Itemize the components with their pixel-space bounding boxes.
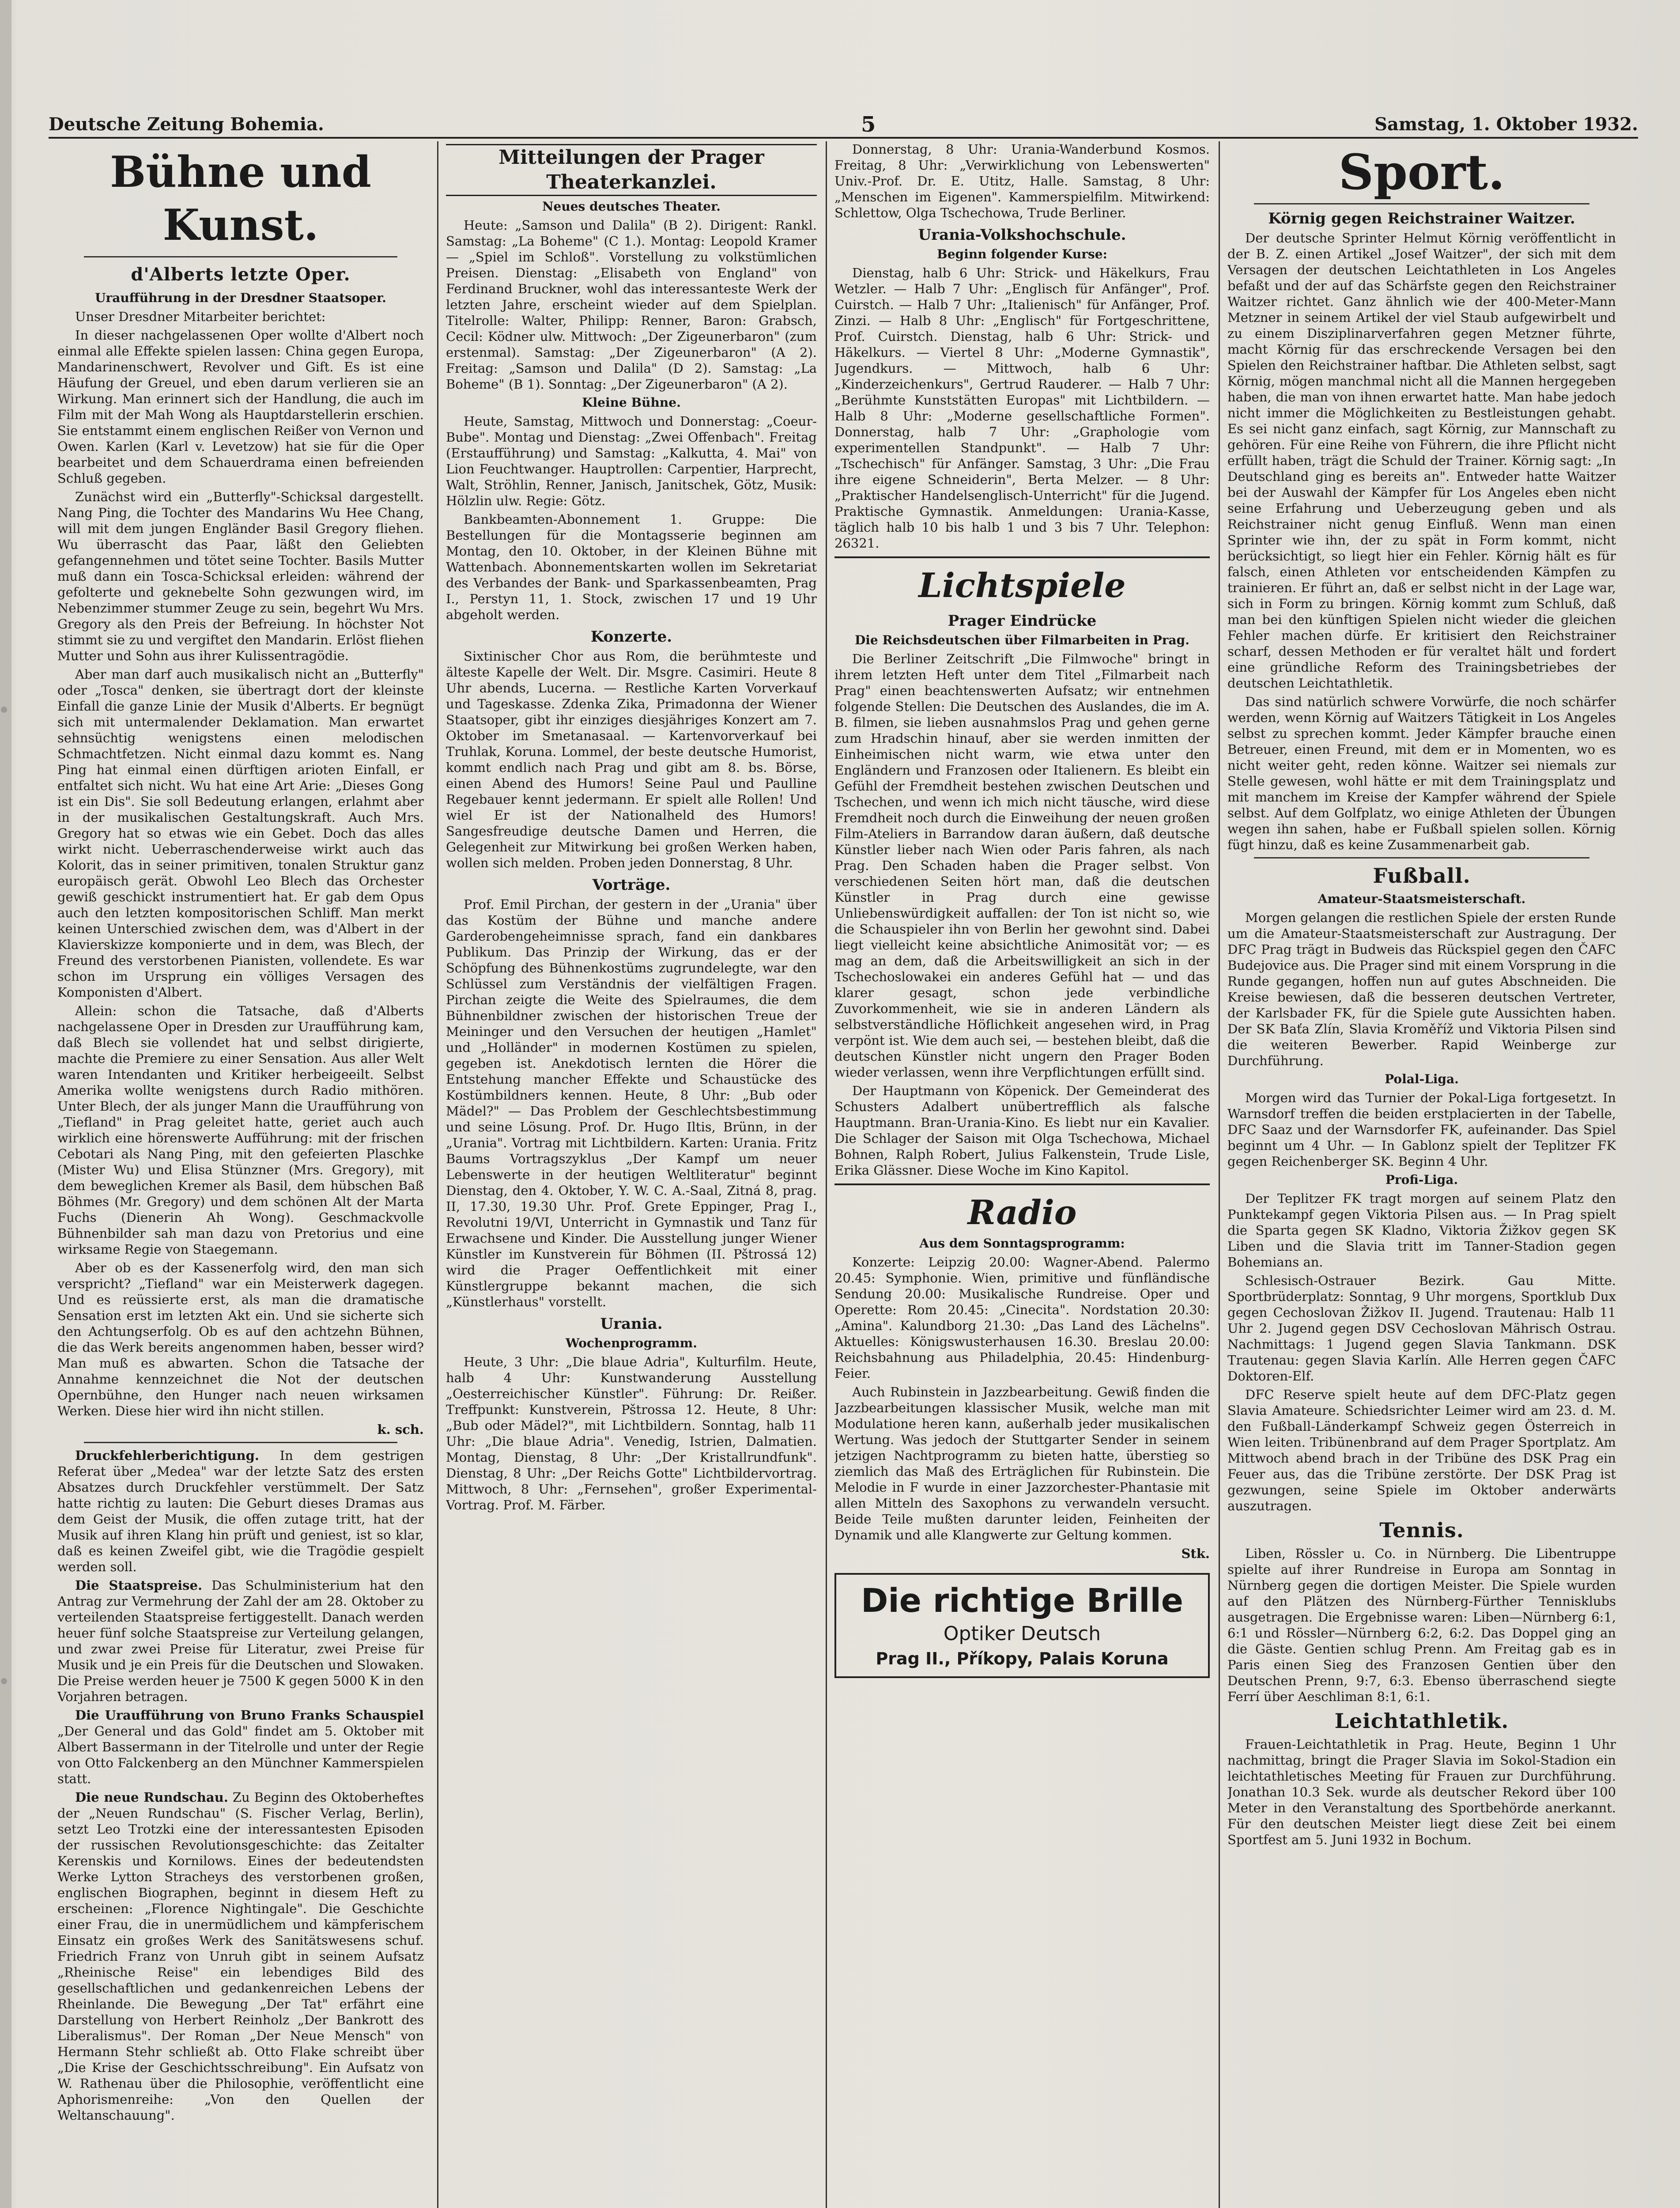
article-paragraph: Der Hauptmann von Köpenick. Der Gemeinderat des Schusters Adalbert unübertrefflich als falsche Hauptmann. Bran-Urania-Kino. Es liebt nur ein Kavalier. Die Schlager der Saison mit Olga Tschechowa, Michael Bohnen, Ralph Robert, Julius Falkenstein, Trude Lisle, Erika Glässner. Diese Woche im Kino Kapitol. xyxy=(834,1083,1210,1178)
item-text: Das Schulministerium hat den Antrag zur Vermehrung der Zahl der am 28. Oktober zu verteilenden Staatspreise fertiggestellt. Danach werden heuer fünf solche Staatspreise zur Verteilung gelangen, und zwar zwei Preise für Literatur, zwei Preise für Musik und je ein Preis für die Deutschen und Slowaken. Die Preise werden heuer je 7500 K gegen 5000 K in den Vorjahren betragen. xyxy=(57,1578,424,1704)
page-header xyxy=(49,110,1638,139)
divider xyxy=(834,1183,1210,1185)
article-paragraph: Auch Rubinstein in Jazzbearbeitung. Gewiß finden die Jazzbearbeitungen klassischer Musik, welche man mit Modulatione heren kann, außerhalb jeder musikalischen Wertung. Was jedoch der Stuttgarter Sender in seinem jetzigen Nachtprogramm zu bieten hatte, überstieg so ziemlich das Maß des Erträglichen für Rubinstein. Die Melodie in F wurde in einer Jazzorchester-Phantasie mit allen Mitteln des Saxophons zu verwandeln versucht. Beide Teile mußten darunter leiden, Feinheiten der Dynamik und alle Klangwerte zur Geltung kommen. xyxy=(834,1384,1210,1543)
article-paragraph: Morgen wird das Turnier der Pokal-Liga fortgesetzt. In Warnsdorf treffen die beiden erstplacierten in der Tabelle, DFC Saaz und der Warnsdorfer FK, aufeinander. Das Spiel beginnt um 4 Uhr. — In Gablonz spielt der Teplitzer FK gegen Reichenberger SK. Beginn 4 Uhr. xyxy=(1227,1090,1616,1169)
section-title: Mitteilungen der Prager Theaterkanzlei. xyxy=(446,144,817,196)
item-head: Die neue Rundschau. xyxy=(75,1790,228,1805)
news-item xyxy=(57,1707,424,1787)
column-rule xyxy=(1219,141,1220,2208)
article-paragraph: Schlesisch-Ostrauer Bezirk. Gau Mitte. Sportbrüderplatz: Sonntag, 9 Uhr morgens, Sportklub Dux gegen Cechoslovan Žižkov II. Jugend. Trautenau: Halb 11 Uhr 2. Jugend gegen DSV Cechoslovan Mährisch Ostrau. Nachmittags: 1 Jugend gegen Slavia Tankmann. DSK Trautenau: gegen Slavia Karlín. Alle Herren gegen ČAFC Doktoren-Elf. xyxy=(1227,1273,1616,1384)
advertisement xyxy=(834,1573,1210,1678)
article-paragraph: Der deutsche Sprinter Helmut Körnig veröffentlicht in der B. Z. einen Artikel „Josef Waitzer", der sich mit dem Versagen der deutschen Leichtathleten in Los Angeles befaßt und der auf das Schärfste gegen den Reichstrainer Waitzer richtet. Ganz ähnlich wie der 400-Meter-Mann Metzner in seinem Artikel der viel Staub aufgewirbelt und zu einem Disziplinarverfahren gegen Metzner führte, macht Körnig für das erschreckende Versagen bei den Spielen den Reichstrainer haftbar. Die Athleten selbst, sagt Körnig, mögen manchmal nicht all die Mannen hergegeben haben, die man von ihnen erwartet hatte. Man habe jedoch nicht immer die Möglichkeiten zu Bestleistungen gehabt. Es sei nicht ganz einfach, sagt Körnig, zur Mannschaft zu gehören. Für eine Reihe von Führern, die ihre Pflicht nicht erfüllt haben, trägt die Schuld der Trainer. Körnig sagt: „In Deutschland ging es bereits an". Entweder hatte Waitzer bei der Auswahl der Kämpfer für Los Angeles eben nicht seine Erfahrung und Ueberzeugung geben und als Reichstrainer nicht genug Einfluß. Wenn man einen Sprinter wie ihn, der zu spät in Form kommt, nicht berücksichtigt, so liegt hier ein Fehler. Körnig hält es für falsch, einen Athleten vor entscheidenden Kämpfen zu trainieren. Er führt an, daß er selbst nicht in der Lage war, sich in Form zu bringen. Körnig kommt zum Schluß, daß man bei den künftigen Spielen nicht wieder die gleichen Fehler machen dürfe. Er kritisiert den Reichstrainer scharf, dessen Methoden er für veraltet hält und fordert eine gründliche Reform des Trainingsbetriebes der deutschen Leichtathletik. xyxy=(1227,231,1616,691)
article-paragraph: Konzerte: Leipzig 20.00: Wagner-Abend. Palermo 20.45: Symphonie. Wien, primitive und fünfländische Sendung 20.00: Musikalische Rundreise. Oper und Operette: Rom 20.45: „Cinecita". Nordstation 20.30: „Amina". Kalundborg 21.30: „Das Land des Lächelns". Aktuelles: Königswusterhausen 16.30. Breslau 20.00: Reichsbahnung aus Philadelphia, 20.45: Hindenburg-Feier. xyxy=(834,1255,1210,1381)
page-number: 5 xyxy=(861,112,876,137)
column-urania-kino-radio xyxy=(834,141,1210,2208)
article-paragraph: Allein: schon die Tatsache, daß d'Alberts nachgelassene Oper in Dresden zur Uraufführung kam, daß Blech sie vollendet hat und selbst dirigierte, machte die Premiere zu einer Sensation. Aus aller Welt waren Intendanten und Kritiker herbeigeeilt. Selbst Amerika wollte wenigstens durch Radio mithören. Unter Blech, der als junger Mann die Uraufführung von „Tiefland" in Prag geleitet hatte, geriet auch auch wirklich eine hörenswerte Aufführung: mit der frischen Cebotari als Nang Ping, mit den gefeierten Plaschke (Mister Wu) und Elisa Stünzner (Mrs. Gregory), mit dem beweglichen Kremer als Basil, dem hübschen Baß Böhmes (Mr. Gregory) und dem schönen Alt der Marta Fuchs (Dienerin Ah Wong). Geschmackvolle Bühnenbilder sah man dazu von Pretorius und eine wirksame Regie von Staegemann. xyxy=(57,1003,424,1257)
subheading: Beginn folgender Kurse: xyxy=(937,247,1107,261)
article-paragraph: Das sind natürlich schwere Vorwürfe, die noch schärfer werden, wenn Körnig auf Waitzers Tätigkeit in Los Angeles selbst zu sprechen kommt. Jeder Kämpfer brauche einen Betreuer, einen Freund, mit dem er in Momenten, wo es nicht weiter geht, reden könne. Waitzer sei niemals zur Stelle gewesen, wohl hätte er mit dem Trainingsplatz und mit manchem im Kreise der Kampfer während der Spiele selbst. Auf dem Golfplatz, wo einige Athleten der Übungen wegen ihn sahen, habe er Fußball spielen sollen. Körnig fügt hinzu, daß es keine Zusammenarbeit gab. xyxy=(1227,694,1616,852)
article-paragraph: Der Teplitzer FK tragt morgen auf seinem Platz den Punktekampf gegen Viktoria Pilsen aus. — In Prag spielt die Sparta gegen SK Kladno, Viktoria Žižkov gegen SK Liben und die Slavia tritt im Tanner-Stadion gegen Bohemians an. xyxy=(1227,1191,1616,1270)
issue-date: Samstag, 1. Oktober 1932. xyxy=(1374,114,1638,135)
section-title: Bühne und Kunst. xyxy=(110,147,371,250)
binding-hole xyxy=(1,1678,7,1684)
signature: k. sch. xyxy=(377,1422,424,1437)
column-theaterkanzlei xyxy=(446,141,817,2208)
section-title: Tennis. xyxy=(1379,1518,1464,1542)
subheading: Polal-Liga. xyxy=(1385,1072,1459,1086)
article-paragraph: In dieser nachgelassenen Oper wollte d'Albert noch einmal alle Effekte spielen lassen: China gegen Europa, Mandarinenschwert, Revolver und Gift. Es ist eine Häufung der Greuel, und eben darum verlieren sie an Wirkung. Man erinnert sich der Handlung, die auch im Film mit der Mah Wong als Hauptdarstellerin erschien. Sie entstammt einem englischen Reißer von Vernon und Owen. Karlen (Karl v. Levetzow) hat sie für die Oper bearbeitet und dem Schauerdrama einen befreienden Schluß gegeben. xyxy=(57,328,424,486)
article-paragraph: Liben, Rössler u. Co. in Nürnberg. Die Libentruppe spielte auf ihrer Rundreise in Europa am Sonntag in Nürnberg gegen die dortigen Meister. Die Spiele wurden auf den Plätzen des Nürnberg-Fürther Tennisklubs ausgetragen. Die Ergebnisse waren: Liben—Nürnberg 6:1, 6:1 und Rössler—Nürnberg 6:2, 6:2. Das Doppel ging an die Gäste. Gentien schlug Prenn. Am Freitag gab es in Paris einen Sieg des Franzosen Gentien über den Deutschen Prenn, 9:7, 6:3. Ebenso überraschend siegte Ferrí über Aeschliman 8:1, 6:1. xyxy=(1227,1546,1616,1704)
article-paragraph: Aber ob es der Kassenerfolg wird, den man sich verspricht? „Tiefland" war ein Meisterwerk dagegen. Und es reüssierte erst, als man die dramatische Sensation erst im letzten Akt ein. Und sie sicherte sich den Achtungserfolg. Ob es auf den achtzehn Bühnen, die das Werk bereits angenommen haben, besser wird? Man muß es abwarten. Schon die Tatsache der Annahme kennzeichnet die Not der deutschen Opernbühne, den Hunger nach neuen wirksamen Werken. Diese hier wird ihn nicht stillen. xyxy=(57,1260,424,1418)
column-rule xyxy=(437,141,438,2208)
subheading: Prager Eindrücke xyxy=(948,612,1097,630)
article-paragraph: Heute: „Samson und Dalila" (B 2). Dirigent: Rankl. Samstag: „La Boheme" (C 1.). Montag: Leopold Kramer — „Spiel im Schloß". Vorstellung zu volkstümlichen Preisen. Dienstag: „Elisabeth von England" von Ferdinand Bruckner, wohl das interessanteste Werk der letzten Jahre, erscheint wieder auf dem Spielplan. Titelrolle: Walter, Philipp: Renner, Baron: Grabsch, Cecil: Ködner ulw. Mittwoch: „Der Zigeunerbaron" (zum erstenmal). Samstag: „Der Zigeunerbaron" (A 2). Freitag: „Samson und Dalila" (D 2). Samstag: „La Boheme" (B 1). Sonntag: „Der Zigeunerbaron" (A 2). xyxy=(446,218,817,392)
newspaper-name: Deutsche Zeitung Bohemia. xyxy=(49,114,324,135)
article-subtitle: Uraufführung in der Dresdner Staatsoper. xyxy=(95,291,386,305)
divider xyxy=(1254,203,1589,204)
article-paragraph: Sixtinischer Chor aus Rom, die berühmteste und älteste Kapelle der Welt. Dir. Msgre. Casimiri. Heute 8 Uhr abends, Lucerna. — Restliche Karten Vorverkauf und Tageskasse. Zdenka Zika, Primadonna der Wiener Staatsoper, gibt ihr einziges diesjähriges Konzert am 7. Oktober im Smetanasaal. — Kartenvorverkauf bei Truhlak, Koruna. Lommel, der beste deutsche Humorist, kommt endlich nach Prag und gibt am 8. bs. Börse, einen Abend des Humors! Seine Paul und Paulline Regebauer kennt jedermann. Er spielt alle Rollen! Und wiel Er ist der Nationalheld des Humors! Sangesfreudige deutsche Damen und Herren, die Gelegenheit zur Mitwirkung bei großen Werken haben, wollen sich melden. Proben jeden Donnerstag, 8 Uhr. xyxy=(446,649,817,870)
item-head: Die Staatspreise. xyxy=(75,1578,203,1593)
subheading: Urania-Volkshochschule. xyxy=(918,226,1126,244)
article-paragraph: Frauen-Leichtathletik in Prag. Heute, Beginn 1 Uhr nachmittag, bringt die Prager Slavia im Sokol-Stadion ein leichtathletisches Meeting für Frauen zur Durchführung. Jonathan 10.3 Sek. wurde als deutscher Rekord über 100 Meter in den Veranstaltung des Sportbehörde anerkannt. Für den deutschen Meister liegt diese Zeit bei einem Sportfest am 5. Juni 1932 in Bochum. xyxy=(1227,1737,1616,1847)
news-item xyxy=(57,1789,424,2123)
article-paragraph: Heute, 3 Uhr: „Die blaue Adria", Kulturfilm. Heute, halb 4 Uhr: Kunstwanderung Ausstellung „Oesterreichischer Künstler". Führung: Dr. Reißer. Treffpunkt: Kunstverein, Pštrossa 12. Heute, 8 Uhr: „Bub oder Mädel?", mit Lichtbildern. Sonntag, halb 11 Uhr: „Die blaue Adria". Venedig, Istrien, Dalmatien. Montag, Dienstag, 8 Uhr: „Der Kristallrundfunk". Dienstag, 8 Uhr: „Der Reichs Gotte" Lichtbildervortrag. Mittwoch, 8 Uhr: „Fernsehen", großer Experimental-Vortrag. Prof. M. Färber. xyxy=(446,1354,817,1512)
divider xyxy=(84,1442,397,1443)
article-paragraph: Prof. Emil Pirchan, der gestern in der „Urania" über das Kostüm der Bühne und manche andere Garderobengeheimnisse sprach, fand ein dankbares Publikum. Das Prinzip der Wirkung, das er der Schöpfung des Bühnenkostüms zugrundelegte, war den Schlüssel zum Verständnis der vielfältigen Fragen. Pirchan zeigte die Weite des Spielraumes, die dem Bühnenbildner zwischen der historischen Treue der Meininger und den Versuchen der heutigen „Hamlet" und „Holländer" in modernen Kostümen zu spielen, gegeben ist. Anekdotisch lernten die Hörer die Entstehung mancher Effekte und Schaustücke des Kostümbildners kennen. Heute, 8 Uhr: „Bub oder Mädel?" — Das Problem der Geschlechtsbestimmung und seine Lösung. Prof. Dr. Hugo Iltis, Brünn, in der „Urania". Vortrag mit Lichtbildern. Karten: Urania. Fritz Baums Vortragszyklus „Der Kampf um neuer Lebenswerte in der heutigen Weltliteratur" beginnt Dienstag, den 4. Oktober, Y. W. C. A.-Saal, Zitná 8, prag. II, 17.30, 19.30 Uhr. Prof. Grete Eppinger, Prag I., Revolutni 19/VI, Unterricht in Gymnastik und Tanz für Erwachsene und Kinder. Die Ausstellung junger Wiener Künstler im Kunstverein für Böhmen (II. Pštrossá 12) wird die Prager Oeffentlichkeit mit einer Künstlergruppe bekannt machen, die sich „Künstlerhaus" vorstellt. xyxy=(446,897,817,1309)
item-text: „Der General und das Gold" findet am 5. Oktober mit Albert Bassermann in der Titelrolle und unter der Regie von Otto Falckenberg an den Münchner Kammerspielen statt. xyxy=(57,1724,424,1786)
subheading: Aus dem Sonntagsprogramm: xyxy=(919,1236,1125,1251)
article-paragraph: Morgen gelangen die restlichen Spiele der ersten Runde um die Amateur-Staatsmeisterschaft zur Austragung. Der DFC Prag trägt in Budweis das Rückspiel gegen den ČAFC Budejovice aus. Die Prager sind mit einem Vorsprung in die Runde gegangen, hoffen nun auf gutes Abschneiden. Die Kreise bewiesen, daß die besseren deutschen Vertreter, der Karlsbader FK, für die Spiele gute Aussichten haben. Der SK Baťa Zlín, Slavia Kroměříž und Viktoria Pilsen sind die weiteren Bewerber. Rapid Weinberge zur Durchführung. xyxy=(1227,910,1616,1068)
article-title: d'Alberts letzte Oper. xyxy=(131,264,351,285)
subheading: Die Reichsdeutschen über Filmarbeiten in Prag. xyxy=(855,633,1189,647)
subheading: Kleine Bühne. xyxy=(582,395,681,410)
subheading: Profi-Liga. xyxy=(1385,1172,1458,1187)
ad-headline: Die richtige Brille xyxy=(861,1582,1183,1620)
divider xyxy=(1254,857,1589,858)
article-paragraph: Zunächst wird ein „Butterfly"-Schicksal dargestellt. Nang Ping, die Tochter des Mandarins Wu Hee Chang, will mit dem jungen Engländer Basil Gregory fliehen. Wu überrascht das Paar, läßt den Geliebten gefangennehmen und tötet seine Tochter. Basils Mutter muß dann ein Tosca-Schicksal erleiden: während der gefolterte und geknebelte Sohn gezwungen wird, im Nebenzimmer stummer Zeuge zu sein, begehrt Wu Mrs. Gregory als den Preis der Befreiung. In höchster Not stimmt sie zu und vergiftet den Mandarin. Erlöst fliehen Mutter und Sohn aus ihrer Kulissentragödie. xyxy=(57,489,424,663)
binding-hole xyxy=(1,707,7,713)
news-item xyxy=(57,1577,424,1705)
article-paragraph: Dienstag, halb 6 Uhr: Strick- und Häkelkurs, Frau Wetzler. — Halb 7 Uhr: „Englisch für Anfänger", Prof. Cuirstch. — Halb 7 Uhr: „Italienisch" für Anfänger, Prof. Zinzi. — Halb 8 Uhr: „Englisch" für Fortgeschrittene, Prof. Cuirstch. Dienstag, halb 6 Uhr: Strick- und Häkelkurs. — Viertel 8 Uhr: „Moderne Gymnastik", Jugendkurs. — Mittwoch, halb 6 Uhr: „Kinderzeichenkurs", Gertrud Rauderer. — Halb 7 Uhr: „Berühmte Kunststätten Europas" mit Lichtbildern. — Halb 8 Uhr: „Moderne gesellschaftliche Formen". Donnerstag, halb 7 Uhr: „Graphologie vom experimentellen Standpunkt". — Halb 7 Uhr: „Tschechisch" für Anfänger. Samstag, 3 Uhr: „Die Frau ihre eigene Schneiderin", Berta Melzer. — 8 Uhr: „Praktischer Handelsenglisch-Unterricht" für die Jugend. Praktische Gymnastik. Anmeldungen: Urania-Kasse, täglich halb 10 bis halb 1 und 3 bis 7 Uhr. Telephon: 26321. xyxy=(834,265,1210,551)
item-head: Die Uraufführung von Bruno Franks Schauspiel xyxy=(75,1708,424,1723)
section-title: Radio xyxy=(967,1193,1077,1232)
subheading: Vorträge. xyxy=(592,876,671,894)
news-item xyxy=(57,1448,424,1575)
scan-edge xyxy=(0,0,11,2208)
article-paragraph: Die Berliner Zeitschrift „Die Filmwoche" bringt in ihrem letzten Heft unter dem Titel „Filmarbeit nach Prag" einen beachtenswerten Aufsatz; wir entnehmen folgende Stellen: Die Deutschen des Auslandes, die im A. B. filmen, sie lieben ausnahmslos Prag und gehen gerne zum Hradschin hinauf, aber sie werden inmitten der Einheimischen nicht warm, wie etwa unter den Engländern und Franzosen oder Italienern. Es bleibt ein Gefühl der Fremdheit bestehen zwischen Deutschen und Tschechen, und wenn ich mich nicht täusche, wird diese Fremdheit noch durch die Einweihung der neuen großen Film-Ateliers in Barrandow daran äußern, daß deutsche Künstler lieber nach Wien oder Paris fahren, als nach Prag. Den Schaden haben die Prager selbst. Von verschiedenen Seiten hört man, daß die deutschen Künstler in Prag durch eine gewisse Unliebenswürdigkeit auffallen: der Ton ist nicht so, wie die Schauspieler ihn von Berlin her gewohnt sind. Dabei liegt vielleicht keine absichtliche Animosität vor; — es mag an dem, daß die Arbeitswilligkeit an sich in der Tschechoslowakei ein anderes Gefühl hat — und das klarer gesagt, schon jede verbindliche Zuvorkommenheit, wie sie in anderen Ländern als selbstverständliche Höflichkeit angesehen wird, in Prag verpönt ist. Wie dem auch sei, — bestehen bleibt, daß die deutschen Künstler nicht ungern den Prager Boden wieder verlassen, wenn ihre Verpflichtungen erfüllt sind. xyxy=(834,651,1210,1080)
section-title: Fußball. xyxy=(1373,864,1471,888)
signature: Stk. xyxy=(1181,1546,1210,1561)
subheading: Amateur-Staatsmeisterschaft. xyxy=(1318,892,1526,906)
item-text: In dem gestrigen Referat über „Medea" war der letzte Satz des ersten Absatzes durch Druckfehler verstümmelt. Der Satz hatte richtig zu lauten: Die Geburt dieses Dramas aus dem Geist der Musik, die offen zutage tritt, hat der Musik auf ihren Klang hin prüft und geniest, ist so klar, daß es keinen Zweifel gibt, wie die Tragödie gespielt werden soll. xyxy=(57,1448,424,1574)
article-paragraph: DFC Reserve spielt heute auf dem DFC-Platz gegen Slavia Amateure. Schiedsrichter Leimer wird am 23. d. M. den Fußball-Länderkampf Schweiz gegen Österreich in Wien leiten. Tribünenbrand auf dem Prager Sportplatz. Am Mittwoch abend brach in der Tribüne des DSK Prag ein Feuer aus, das die Tribüne zerstörte. Der DSK Prag ist gezwungen, seine Spiele im Oktober anderwärts auszutragen. xyxy=(1227,1387,1616,1513)
subheading: Urania. xyxy=(600,1315,663,1333)
ad-address: Prag II., Příkopy, Palais Koruna xyxy=(876,1649,1169,1668)
divider xyxy=(84,256,397,257)
subheading: Neues deutsches Theater. xyxy=(542,199,721,214)
section-title: Sport. xyxy=(1338,144,1505,200)
subheading: Wochenprogramm. xyxy=(566,1336,697,1350)
byline: Unser Dresdner Mitarbeiter berichtet: xyxy=(75,309,326,324)
section-title: Leichtathletik. xyxy=(1334,1709,1509,1733)
article-title: Körnig gegen Reichstrainer Waitzer. xyxy=(1268,210,1575,227)
divider xyxy=(834,556,1210,558)
column-rule xyxy=(826,141,827,2208)
article-paragraph: Bankbeamten-Abonnement 1. Gruppe: Die Bestellungen für die Montagsserie beginnen am Montag, den 10. Oktober, in der Kleinen Bühne mit Wattenbach. Abonnementskarten wollen im Sekretariat des Verbandes der Bank- und Sparkassenbeamten, Prag I., Perstyn 11, 1. Stock, zwischen 17 und 19 Uhr abgeholt werden. xyxy=(446,512,817,622)
column-sport xyxy=(1227,141,1616,2208)
article-paragraph: Donnerstag, 8 Uhr: Urania-Wanderbund Kosmos. Freitag, 8 Uhr: „Verwirklichung von Lebenswerten" Univ.-Prof. Dr. E. Utitz, Halle. Samstag, 8 Uhr: „Menschen im Eigenen". Kammerspielfilm. Mitwirkend: Schlettow, Olga Tschechowa, Trude Berliner. xyxy=(834,142,1210,220)
article-paragraph: Aber man darf auch musikalisch nicht an „Butterfly" oder „Tosca" denken, sie übertragt dort der kleinste Einfall die ganze Linie der Musik d'Alberts. Er begnügt sich mit untermalender Deklamation. Man erwartet sehnsüchtig wenigstens einen melodischen Schmachtfetzen. Nicht einmal dazu kommt es. Nang Ping hat einmal einen dürftigen arioten Einfall, er entfaltet sich nicht. Wu hat eine Art Arie: „Dieses Gong ist ein Dis". Sie soll Bedeutung erlangen, erlahmt aber in der musikalischen Gestaltungskraft. Auch Mrs. Gregory hat so etwas wie ein Gebet. Doch das alles wirkt nicht. Ueberraschenderweise wirkt auch das Kolorit, das in seiner primitiven, tonalen Struktur ganz europäisch gerät. Obwohl Leo Blech das Orchester gewiß geschickt instrumentiert hat. Er gab dem Opus auch den letzten kompositorischen Schliff. Man merkt keinen Unterschied zwischen dem, was d'Albert in der Klavierskizze komponierte und in dem, was Blech, der Freund des verstorbenen Pianisten, vollendete. Es war schon im Ursprung ein völliges Versagen des Komponisten d'Albert. xyxy=(57,667,424,1000)
subheading: Konzerte. xyxy=(590,628,672,646)
item-text: Zu Beginn des Oktoberheftes der „Neuen Rundschau" (S. Fischer Verlag, Berlin), setzt Leo Trotzki eine der interessantesten Episoden der russischen Revolutionsgeschichte: das Zeitalter Kerenskis und Kornilows. Eines der bedeutendsten Werke Lytton Stracheys des verstorbenen großen, englischen Biographen, beginnt in diesem Heft zu erscheinen: „Florence Nightingale". Die Geschichte einer Frau, die in unermüdlichem und kämpferischem Einsatz ein großes Werk des Sanitätswesens schuf. Friedrich Franz von Unruh gibt in seinem Aufsatz „Rheinische Reise" ein lebendiges Bild des gesellschaftlichen und gedankenreichen Lebens der Rheinlande. Die Bewegung „Der Tat" erfährt eine Darstellung von Herbert Reinholz „Der Bankrott des Liberalismus". Der Roman „Der Neue Mensch" von Hermann Stehr schließt ab. Otto Flake schreibt über „Die Krise der Geschichtsschreibung". Ein Aufsatz von W. Rathenau über die Philosophie, veröffentlicht eine Aphorismenreihe: „Von den Quellen der Weltanschauung". xyxy=(57,1790,424,2123)
item-head: Druckfehlerberichtigung. xyxy=(75,1448,260,1463)
column-buehne-und-kunst xyxy=(57,141,424,2208)
ad-company: Optiker Deutsch xyxy=(943,1622,1101,1645)
article-paragraph: Heute, Samstag, Mittwoch und Donnerstag: „Coeur-Bube". Montag und Dienstag: „Zwei Offenbach". Freitag (Erstaufführung) und Samstag: „Kalkutta, 4. Mai" von Lion Feuchtwanger. Hauptrollen: Carpentier, Harprecht, Walt, Ströhlin, Renner, Janisch, Janitschek, Götz, Musik: Hölzlin ulw. Regie: Götz. xyxy=(446,414,817,508)
section-title: Lichtspiele xyxy=(918,566,1126,605)
